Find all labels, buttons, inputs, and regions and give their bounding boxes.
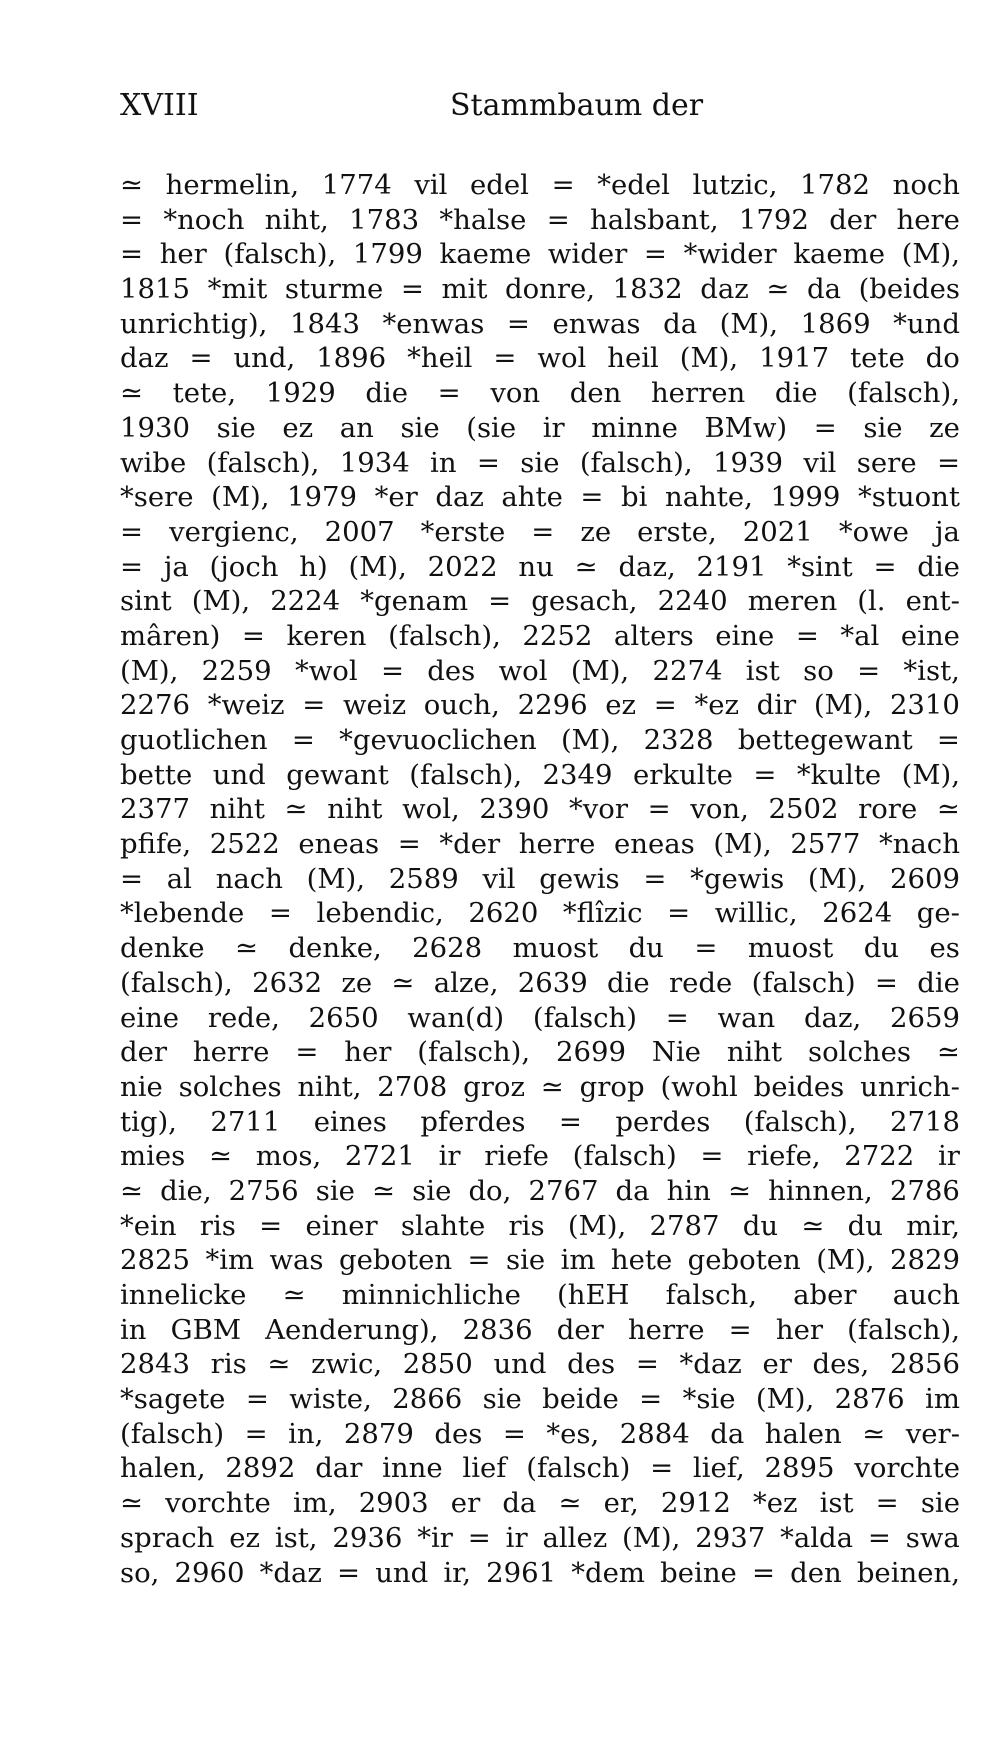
text-line: *sere (M), 1979 *er daz ahte = bi nahte, 1999 *stuont xyxy=(120,481,960,514)
text-line: 1815 *mit sturme = mit donre, 1832 daz ≃ da (beides xyxy=(120,273,960,306)
text-line: = *noch niht, 1783 *halse = halsbant, 1792 der here xyxy=(120,203,960,236)
text-line: = her (falsch), 1799 kaeme wider = *wider kaeme (M), xyxy=(120,238,960,271)
body-text xyxy=(120,168,960,1590)
text-line: *sagete = wiste, 2866 sie beide = *sie (M), 2876 im xyxy=(120,1383,960,1416)
text-line: eine rede, 2650 wan(d) (falsch) = wan daz, 2659 xyxy=(120,1001,960,1034)
text-line: ≃ hermelin, 1774 vil edel = *edel lutzic, 1782 noch xyxy=(120,169,960,201)
text-line: (M), 2259 *wol = des wol (M), 2274 ist so = *ist, xyxy=(120,654,960,687)
text-line: (falsch), 2632 ze ≃ alze, 2639 die rede (falsch) = die xyxy=(120,966,960,999)
text-line: 2276 *weiz = weiz ouch, 2296 ez = *ez dir (M), 2310 xyxy=(120,689,960,722)
text-line: innelicke ≃ minnichliche (hEH falsch, aber auch xyxy=(120,1279,960,1311)
text-line: ≃ tete, 1929 die = von den herren die (falsch), xyxy=(120,377,960,410)
text-line: 2825 *im was geboten = sie im hete geboten (M), 2829 xyxy=(120,1244,960,1277)
text-line: denke ≃ denke, 2628 muost du = muost du es xyxy=(120,932,960,965)
text-line: wibe (falsch), 1934 in = sie (falsch), 1939 vil sere = xyxy=(120,446,960,479)
text-line: der herre = her (falsch), 2699 Nie niht solches ≃ xyxy=(120,1036,960,1069)
page-number: XVIII xyxy=(120,88,199,123)
page-header xyxy=(120,88,960,128)
text-line: sint (M), 2224 *genam = gesach, 2240 meren (l. ent- xyxy=(120,585,960,618)
text-line: unrichtig), 1843 *enwas = enwas da (M), 1869 *und xyxy=(120,307,960,340)
text-line: guotlichen = *gevuoclichen (M), 2328 bettegewant = xyxy=(120,724,960,756)
running-title: Stammbaum der xyxy=(450,88,704,123)
text-line: nie solches niht, 2708 groz ≃ grop (wohl beides unrich- xyxy=(120,1070,960,1103)
text-line: daz = und, 1896 *heil = wol heil (M), 1917 tete do xyxy=(120,342,960,375)
text-line: pfife, 2522 eneas = *der herre eneas (M), 2577 *nach xyxy=(120,828,960,861)
text-line: in GBM Aenderung), 2836 der herre = her (falsch), xyxy=(120,1313,960,1346)
text-line: (falsch) = in, 2879 des = *es, 2884 da halen ≃ ver- xyxy=(120,1417,960,1450)
text-line: so, 2960 *daz = und ir, 2961 *dem beine = den beinen, xyxy=(120,1556,960,1589)
text-line: sprach ez ist, 2936 *ir = ir allez (M), 2937 *alda = swa xyxy=(120,1521,960,1554)
text-line: 1930 sie ez an sie (sie ir minne BMw) = sie ze xyxy=(120,411,960,444)
text-line: *ein ris = einer slahte ris (M), 2787 du ≃ du mir, xyxy=(120,1209,960,1242)
text-line: = vergienc, 2007 *erste = ze erste, 2021 *owe ja xyxy=(120,515,960,548)
text-line: ≃ die, 2756 sie ≃ sie do, 2767 da hin ≃ hinnen, 2786 xyxy=(120,1174,960,1207)
text-line: mies ≃ mos, 2721 ir riefe (falsch) = riefe, 2722 ir xyxy=(120,1140,960,1173)
text-line: 2377 niht ≃ niht wol, 2390 *vor = von, 2502 rore ≃ xyxy=(120,793,960,826)
text-line: ≃ vorchte im, 2903 er da ≃ er, 2912 *ez ist = sie xyxy=(120,1487,960,1520)
text-line: halen, 2892 dar inne lief (falsch) = lief, 2895 vorchte xyxy=(120,1452,960,1485)
text-line: = ja (joch h) (M), 2022 nu ≃ daz, 2191 *sint = die xyxy=(120,550,960,583)
text-line: 2843 ris ≃ zwic, 2850 und des = *daz er des, 2856 xyxy=(120,1348,960,1381)
text-line: *lebende = lebendic, 2620 *flîzic = willic, 2624 ge- xyxy=(120,897,960,930)
text-line: tig), 2711 eines pferdes = perdes (falsch), 2718 xyxy=(120,1105,960,1138)
text-line: mâren) = keren (falsch), 2252 alters eine = *al eine xyxy=(120,619,960,652)
text-line: bette und gewant (falsch), 2349 erkulte = *kulte (M), xyxy=(120,758,960,791)
text-line: = al nach (M), 2589 vil gewis = *gewis (M), 2609 xyxy=(120,862,960,895)
